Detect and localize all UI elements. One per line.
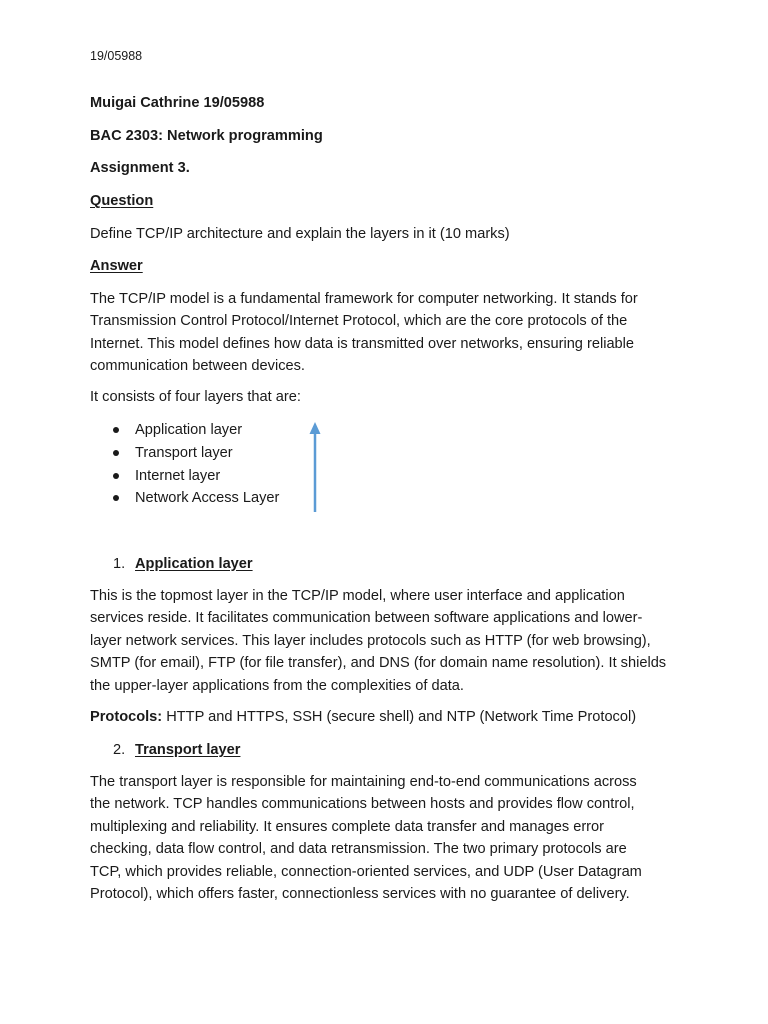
protocols-line: [90, 706, 636, 728]
section-2-heading: [113, 739, 240, 761]
student-name: Muigai Cathrine 19/05988: [90, 95, 265, 111]
paragraph-line: Protocol), which offers faster, connectionless services with no guarantee of delivery.: [90, 886, 630, 903]
list-item: [90, 442, 279, 465]
paragraph-line: SMTP (for email), FTP (for file transfer), and DNS (for domain name resolution). It shields: [90, 655, 667, 672]
list-item-label: Internet layer: [135, 467, 221, 484]
answer-heading: Answer: [90, 258, 143, 274]
paragraph-line: Transmission Control Protocol/Internet Protocol, which are the core protocols of the: [90, 313, 628, 330]
paragraph-line: communication between devices.: [90, 358, 305, 375]
paragraph-line: services reside. It facilitates communication between software applications and lower-: [90, 610, 643, 627]
question-text: Define TCP/IP architecture and explain the layers in it (10 marks): [90, 226, 510, 242]
layers-intro: It consists of four layers that are:: [90, 389, 301, 405]
list-item: [90, 465, 279, 488]
question-heading: Question: [90, 193, 154, 209]
list-item: [90, 487, 279, 510]
section-number: 2.: [113, 742, 126, 758]
bullet-icon: [113, 427, 119, 433]
paragraph-line: layer network services. This layer includes protocols such as HTTP (for web browsing),: [90, 632, 651, 649]
section-title: Application layer: [135, 556, 253, 572]
paragraph-line: checking, data flow control, and data retransmission. The two primary protocols are: [90, 841, 627, 858]
header-doc-id: 19/05988: [90, 49, 143, 63]
list-item-label: Application layer: [135, 422, 243, 438]
protocols-text: HTTP and HTTPS, SSH (secure shell) and NTP (Network Time Protocol): [162, 709, 637, 725]
paragraph-line: This is the topmost layer in the TCP/IP model, where user interface and application: [90, 588, 625, 604]
section-title: Transport layer: [135, 742, 241, 758]
paragraph-line: Internet. This model defines how data is transmitted over networks, ensuring reliable: [90, 335, 635, 352]
section-number: 1.: [113, 556, 126, 572]
list-item-label: Transport layer: [135, 444, 233, 461]
paragraph-line: multiplexing and reliability. It ensures complete data transfer and manages error: [90, 818, 605, 835]
bullet-icon: [113, 473, 119, 479]
paragraph-line: the network. TCP handles communications between hosts and provides flow control,: [90, 796, 635, 813]
transport-layer-paragraph: [90, 771, 642, 905]
upward-arrow-icon: [307, 420, 323, 516]
paragraph-line: the upper-layer applications from the complexities of data.: [90, 677, 464, 694]
paragraph-line: TCP, which provides reliable, connection-oriented services, and UDP (User Datagram: [90, 863, 642, 880]
bullet-icon: [113, 495, 119, 501]
application-layer-paragraph: [90, 585, 666, 697]
paragraph-line: The TCP/IP model is a fundamental framework for computer networking. It stands for: [90, 291, 638, 307]
answer-intro-paragraph: [90, 288, 638, 378]
bullet-icon: [113, 450, 119, 456]
course-title: BAC 2303: Network programming: [90, 128, 323, 144]
protocols-label: Protocols:: [90, 709, 163, 725]
paragraph-line: The transport layer is responsible for maintaining end-to-end communications across: [90, 774, 637, 790]
layers-list: [90, 419, 279, 510]
assignment-title: Assignment 3.: [90, 160, 190, 176]
section-1-heading: [113, 553, 253, 575]
list-item-label: Network Access Layer: [135, 490, 280, 507]
list-item: [90, 419, 279, 442]
